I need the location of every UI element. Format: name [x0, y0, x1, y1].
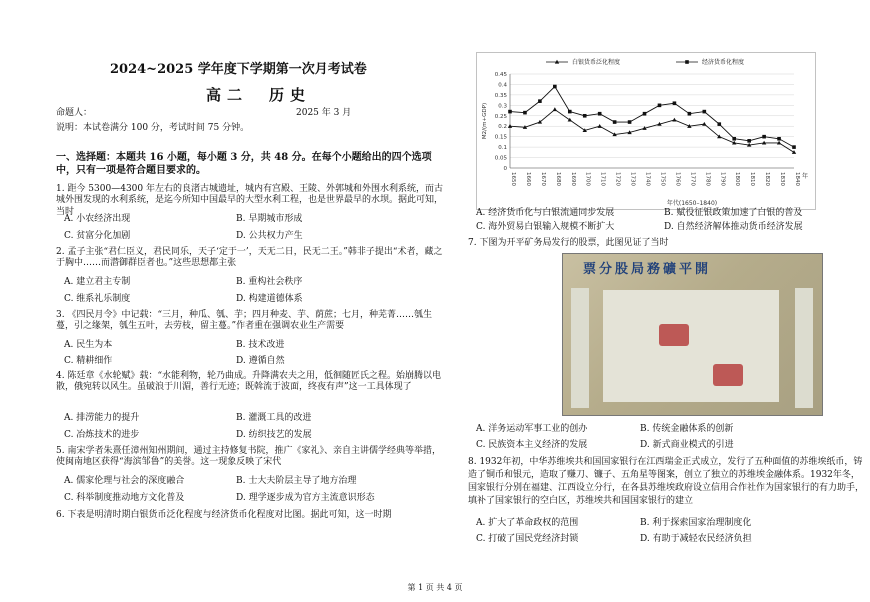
- x-tick-label: 1660: [524, 172, 531, 186]
- q5-option-c: C. 科举制度推动地方文化普及: [64, 493, 185, 503]
- question-8-stem: 8. 1932年初，中华苏维埃共和国国家银行在江西瑞金正式成立，发行了五种面值的苏维埃纸币，铸造了铜币和银元，造取了赚刀、镰子、五角星等图案，创立了独立的苏维埃金融体系。1932年冬，国家银行分别在福建、江西设立分行，在各县苏维埃政府设立信用合作社作为国家银行的有力助手，填补了国家银行的空白区，苏维埃共和国国家银行的建立: [468, 457, 865, 507]
- q8-option-a: A. 扩大了革命政权的范围: [476, 518, 579, 528]
- x-tick-label: 1700: [584, 172, 591, 186]
- y-tick-label: 0: [503, 166, 507, 172]
- q1-option-a: A. 小农经济出现: [64, 214, 131, 224]
- x-tick-label: 1710: [599, 172, 606, 186]
- y-axis-label: M2/(m+GDP): [482, 102, 488, 140]
- kaiping-stock-certificate-image: [562, 253, 823, 416]
- x-tick-label: 1800: [734, 172, 741, 186]
- author-label: 命题人：: [56, 108, 93, 118]
- q5-option-a: A. 儒家伦理与社会的深度融合: [64, 476, 185, 486]
- x-tick-label: 1740: [644, 172, 651, 186]
- q2-option-b: B. 重构社会秩序: [236, 277, 303, 287]
- data-point-square: [643, 112, 647, 116]
- x-tick-label: 1760: [674, 172, 681, 186]
- data-point-square: [553, 85, 557, 89]
- q6-option-d: D. 自然经济解体推动货币经济发展: [664, 222, 803, 232]
- question-4-stem: 4. 陈廷章《水轮赋》载：“水能利物，轮乃曲成。升降满农夫之用，低徊随匠氏之程。始崩腾以电散，俄宛转以风生。虽破浪于川湄，善行无迹；既斡流于波面，终夜有声”这一工具体现了: [56, 371, 442, 393]
- x-tick-label: 1810: [749, 172, 756, 186]
- data-point-square: [732, 137, 736, 141]
- data-point-square: [613, 120, 617, 124]
- data-point-square: [762, 135, 766, 139]
- q5-option-b: B. 士大夫阶层主导了地方治理: [236, 476, 357, 486]
- x-tick-label: 1680: [554, 172, 561, 186]
- data-point-square: [688, 112, 692, 116]
- data-point-square: [568, 110, 572, 114]
- x-tick-label: 1790: [719, 172, 726, 186]
- q7-option-a: A. 洋务运动军事工业的创办: [476, 424, 588, 434]
- data-point-square: [508, 110, 512, 114]
- question-3-stem: 3. 《四民月令》中记载：“三月，种瓜、瓠、芋；四月种麦、芋、荫蔗；七月，种芜菁……瓠生蔓，引之缘架，瓠生五叶，去劳枝，留主蔓。”作者重在强调农业生产需要: [56, 310, 433, 332]
- data-point-square: [598, 112, 602, 116]
- q8-option-c: C. 打破了国民党经济封锁: [476, 534, 579, 544]
- x-tick-label: 1830: [779, 172, 786, 186]
- x-tick-label: 1690: [569, 172, 576, 186]
- section-heading: 一、选择题：本题共 16 小题，每小题 3 分，共 48 分。在每个小题给出的四个选项中，只有一项是符合题目要求的。: [56, 152, 432, 176]
- y-tick-label: 0.4: [498, 82, 507, 89]
- data-point-square: [583, 114, 587, 118]
- exam-subtitle: 高二 历史: [206, 86, 312, 104]
- exam-note: 说明：本试卷满分 100 分，考试时间 75 分钟。: [56, 123, 250, 133]
- data-point-square: [747, 139, 751, 143]
- data-point-square: [538, 99, 542, 103]
- data-point-square: [703, 110, 707, 114]
- data-point-square: [628, 120, 632, 124]
- exam-title: 2024~2025 学年度下学期第一次月考试卷: [110, 62, 367, 77]
- y-tick-label: 0.25: [494, 113, 507, 120]
- data-point-square: [658, 104, 662, 108]
- x-tick-label: 1840: [794, 172, 800, 186]
- legend-label: 经济货币化程度: [702, 59, 745, 66]
- y-tick-label: 0.2: [498, 124, 507, 131]
- question-5-stem: 5. 南宋学者朱熹任漳州知州期间，通过主持修复书院，推广《家礼》、亲自主讲儒学经典等举措，使闽南地区获得“海滨邹鲁”的美誉。这一现象反映了宋代: [56, 446, 441, 468]
- q1-option-c: C. 贫富分化加剧: [64, 231, 131, 241]
- data-point-square: [673, 101, 677, 105]
- data-point-square: [777, 137, 781, 141]
- q7-option-d: D. 新式商业模式的引进: [640, 440, 734, 450]
- x-tick-label: 1670: [539, 172, 546, 186]
- q4-option-d: D. 纺织技艺的发展: [236, 430, 312, 440]
- question-1-stem: 1. 距今 5300—4300 年左右的良渚古城遗址，城内有宫殿、王陵、外郭城和外围水利系统，而古城外围发现的水利系统，是迄今所知中国最早的大型水利工程，也是世界最早的水坝。据此可知，当时: [56, 184, 444, 217]
- q7-option-b: B. 传统金融体系的创新: [640, 424, 734, 434]
- q2-option-d: D. 构建道德体系: [236, 294, 303, 304]
- silver-monetization-chart: [476, 52, 816, 210]
- q3-option-b: B. 技术改进: [236, 340, 285, 350]
- x-tick-label: 1820: [764, 172, 771, 186]
- exam-date: 2025 年 3 月: [296, 108, 352, 118]
- y-tick-label: 0.1: [498, 145, 507, 152]
- data-point-square: [523, 111, 527, 115]
- q7-option-c: C. 民族资本主义经济的发展: [476, 440, 588, 450]
- q1-option-b: B. 早期城市形成: [236, 214, 303, 224]
- legend-label: 白银货币泛化程度: [572, 59, 621, 66]
- y-tick-label: 0.45: [494, 72, 507, 78]
- y-tick-label: 0.15: [494, 134, 507, 141]
- data-point-square: [717, 122, 721, 126]
- y-tick-label: 0.35: [494, 92, 507, 99]
- x-tick-label: 1780: [704, 172, 711, 186]
- x-tick-label: 1770: [689, 172, 696, 186]
- x-tick-label: 1730: [629, 172, 636, 186]
- x-axis-label: 年代(1650–1840): [666, 200, 718, 207]
- q3-option-d: D. 遵循自然: [236, 356, 285, 366]
- q6-option-c: C. 海外贸易白银输入规模不断扩大: [476, 222, 615, 232]
- page-footer: 第 1 页 共 4 页: [407, 583, 463, 592]
- q4-option-b: B. 灌溉工具的改进: [236, 413, 312, 423]
- q6-option-b: B. 赋役征银政策加速了白银的普及: [664, 208, 803, 218]
- certificate-title: 票分股局務礦平開: [583, 262, 712, 277]
- right-column: [460, 0, 870, 602]
- question-6-stem: 6. 下表是明清时期白银货币泛化程度与经济货币化程度对比图。据此可知，这一时期: [56, 510, 392, 520]
- legend-marker-square: [685, 60, 689, 64]
- x-axis-end-label: 年: [802, 173, 809, 180]
- q6-option-a: A. 经济货币化与白银流通同步发展: [476, 208, 615, 218]
- q3-option-c: C. 精耕细作: [64, 356, 113, 366]
- x-tick-label: 1720: [614, 172, 621, 186]
- y-tick-label: 0.3: [498, 103, 507, 110]
- q8-option-b: B. 利于探索国家治理制度化: [640, 518, 752, 528]
- q4-option-c: C. 冶炼技术的进步: [64, 430, 140, 440]
- q2-option-a: A. 建立君主专制: [64, 277, 131, 287]
- data-point-square: [792, 145, 796, 149]
- q8-option-d: D. 有助于减轻农民经济负担: [640, 534, 752, 544]
- q2-option-c: C. 维系礼乐制度: [64, 294, 131, 304]
- question-7-stem: 7. 下图为开平矿务局发行的股票，此图见证了当时: [468, 238, 669, 248]
- q5-option-d: D. 理学逐步成为官方主流意识形态: [236, 493, 375, 503]
- q3-option-a: A. 民生为本: [64, 340, 113, 350]
- y-tick-label: 0.05: [494, 155, 507, 162]
- x-tick-label: 1650: [510, 172, 516, 186]
- x-tick-label: 1750: [659, 172, 666, 186]
- question-2-stem: 2. 孟子主张“君仁臣义，君民同乐，天子‘定于一’，天无二日，民无二王。”韩非子提出“术者，藏之于胸中……而潜御群臣者也。”这些思想都主张: [56, 247, 443, 269]
- q4-option-a: A. 排涝能力的提升: [64, 413, 140, 423]
- q1-option-d: D. 公共权力产生: [236, 231, 303, 241]
